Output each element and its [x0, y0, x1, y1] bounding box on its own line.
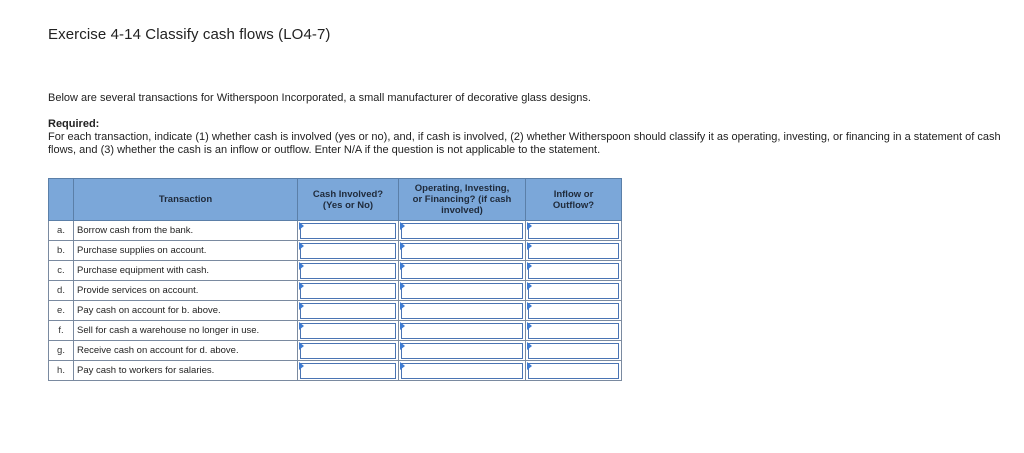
- header-operating: [399, 179, 526, 221]
- flow-cell: [526, 361, 622, 381]
- row-description: Borrow cash from the bank.: [74, 221, 298, 241]
- row-letter: a.: [49, 221, 74, 241]
- row-letter: f.: [49, 321, 74, 341]
- dropdown-marker-icon: [527, 282, 532, 290]
- cash-involved-input[interactable]: [300, 303, 396, 319]
- cash-involved-input[interactable]: [300, 363, 396, 379]
- activity-input[interactable]: [401, 323, 523, 339]
- dropdown-marker-icon: [400, 262, 405, 270]
- table-row: [49, 221, 622, 241]
- cash-involved-input[interactable]: [300, 343, 396, 359]
- row-description: Purchase supplies on account.: [74, 241, 298, 261]
- dropdown-marker-icon: [299, 222, 304, 230]
- flow-input[interactable]: [528, 283, 619, 299]
- header-oper-line3: involved): [441, 205, 483, 216]
- row-letter: d.: [49, 281, 74, 301]
- table-row: [49, 301, 622, 321]
- dropdown-marker-icon: [299, 362, 304, 370]
- activity-cell: [399, 361, 526, 381]
- table-row: [49, 241, 622, 261]
- cash-involved-cell: [298, 321, 399, 341]
- row-description: Pay cash on account for b. above.: [74, 301, 298, 321]
- activity-input[interactable]: [401, 223, 523, 239]
- cash-involved-cell: [298, 301, 399, 321]
- cash-involved-input[interactable]: [300, 283, 396, 299]
- required-instructions: For each transaction, indicate (1) whether cash is involved (yes or no), and, if cash is involved, (2) whether Witherspoon should classify it as operating, investing, or financing in a statement of cash flows, and (3) whether the cash is an inflow or outflow. Enter N/A if the question is not applicable to the statement.: [48, 131, 1001, 156]
- row-letter: e.: [49, 301, 74, 321]
- dropdown-marker-icon: [400, 322, 405, 330]
- table-row: [49, 341, 622, 361]
- row-letter: b.: [49, 241, 74, 261]
- dropdown-marker-icon: [400, 302, 405, 310]
- dropdown-marker-icon: [400, 222, 405, 230]
- header-oper-line1: Operating, Investing,: [414, 183, 510, 194]
- row-description: Receive cash on account for d. above.: [74, 341, 298, 361]
- dropdown-marker-icon: [527, 302, 532, 310]
- row-description: Provide services on account.: [74, 281, 298, 301]
- activity-input[interactable]: [401, 343, 523, 359]
- table-row: [49, 281, 622, 301]
- activity-input[interactable]: [401, 243, 523, 259]
- dropdown-marker-icon: [299, 262, 304, 270]
- dropdown-marker-icon: [527, 322, 532, 330]
- dropdown-marker-icon: [299, 322, 304, 330]
- activity-cell: [399, 221, 526, 241]
- activity-input[interactable]: [401, 283, 523, 299]
- flow-input[interactable]: [528, 223, 619, 239]
- header-flow-line2: Outflow?: [552, 199, 595, 211]
- cash-involved-cell: [298, 241, 399, 261]
- header-transaction-label: Transaction: [158, 194, 213, 205]
- flow-cell: [526, 241, 622, 261]
- flow-input[interactable]: [528, 263, 619, 279]
- dropdown-marker-icon: [400, 362, 405, 370]
- header-cash-involved: [298, 179, 399, 221]
- activity-cell: [399, 321, 526, 341]
- dropdown-marker-icon: [299, 302, 304, 310]
- cash-involved-cell: [298, 361, 399, 381]
- activity-cell: [399, 261, 526, 281]
- row-description: Sell for cash a warehouse no longer in use.: [74, 321, 298, 341]
- table-row: [49, 361, 622, 381]
- flow-input[interactable]: [528, 363, 619, 379]
- dropdown-marker-icon: [527, 222, 532, 230]
- dropdown-marker-icon: [299, 282, 304, 290]
- row-description: Pay cash to workers for salaries.: [74, 361, 298, 381]
- dropdown-marker-icon: [299, 242, 304, 250]
- flow-input[interactable]: [528, 323, 619, 339]
- cash-involved-cell: [298, 261, 399, 281]
- cash-involved-input[interactable]: [300, 323, 396, 339]
- cash-involved-input[interactable]: [300, 263, 396, 279]
- cash-involved-cell: [298, 341, 399, 361]
- activity-cell: [399, 241, 526, 261]
- row-letter: h.: [49, 361, 74, 381]
- dropdown-marker-icon: [299, 342, 304, 350]
- dropdown-marker-icon: [400, 282, 405, 290]
- header-cash-line2: (Yes or No): [322, 199, 374, 211]
- flow-cell: [526, 221, 622, 241]
- intro-text: Below are several transactions for Witherspoon Incorporated, a small manufacturer of decorative glass designs.: [48, 92, 591, 104]
- activity-input[interactable]: [401, 363, 523, 379]
- flow-cell: [526, 261, 622, 281]
- table-row: [49, 321, 622, 341]
- activity-input[interactable]: [401, 303, 523, 319]
- row-letter: c.: [49, 261, 74, 281]
- header-inflow-outflow: [526, 179, 622, 221]
- activity-cell: [399, 281, 526, 301]
- exercise-title: Exercise 4-14 Classify cash flows (LO4-7): [48, 26, 331, 43]
- flow-cell: [526, 281, 622, 301]
- cash-involved-cell: [298, 281, 399, 301]
- header-transaction: [74, 179, 298, 221]
- activity-cell: [399, 301, 526, 321]
- row-description: Purchase equipment with cash.: [74, 261, 298, 281]
- flow-cell: [526, 341, 622, 361]
- header-cash-line1: Cash Involved?: [312, 188, 384, 200]
- cash-involved-input[interactable]: [300, 243, 396, 259]
- dropdown-marker-icon: [400, 242, 405, 250]
- flow-cell: [526, 321, 622, 341]
- flow-input[interactable]: [528, 243, 619, 259]
- dropdown-marker-icon: [527, 362, 532, 370]
- flow-input[interactable]: [528, 303, 619, 319]
- dropdown-marker-icon: [400, 342, 405, 350]
- flow-input[interactable]: [528, 343, 619, 359]
- flow-cell: [526, 301, 622, 321]
- cash-involved-cell: [298, 221, 399, 241]
- table-row: [49, 261, 622, 281]
- required-label: Required:: [48, 118, 100, 130]
- activity-cell: [399, 341, 526, 361]
- cash-involved-input[interactable]: [300, 223, 396, 239]
- table-header-row: [49, 179, 622, 221]
- row-letter: g.: [49, 341, 74, 361]
- dropdown-marker-icon: [527, 242, 532, 250]
- classification-table: [48, 178, 622, 381]
- dropdown-marker-icon: [527, 262, 532, 270]
- header-blank: [49, 179, 74, 221]
- header-flow-line1: Inflow or: [553, 188, 594, 200]
- activity-input[interactable]: [401, 263, 523, 279]
- header-oper-line2: or Financing? (if cash: [412, 194, 512, 205]
- dropdown-marker-icon: [527, 342, 532, 350]
